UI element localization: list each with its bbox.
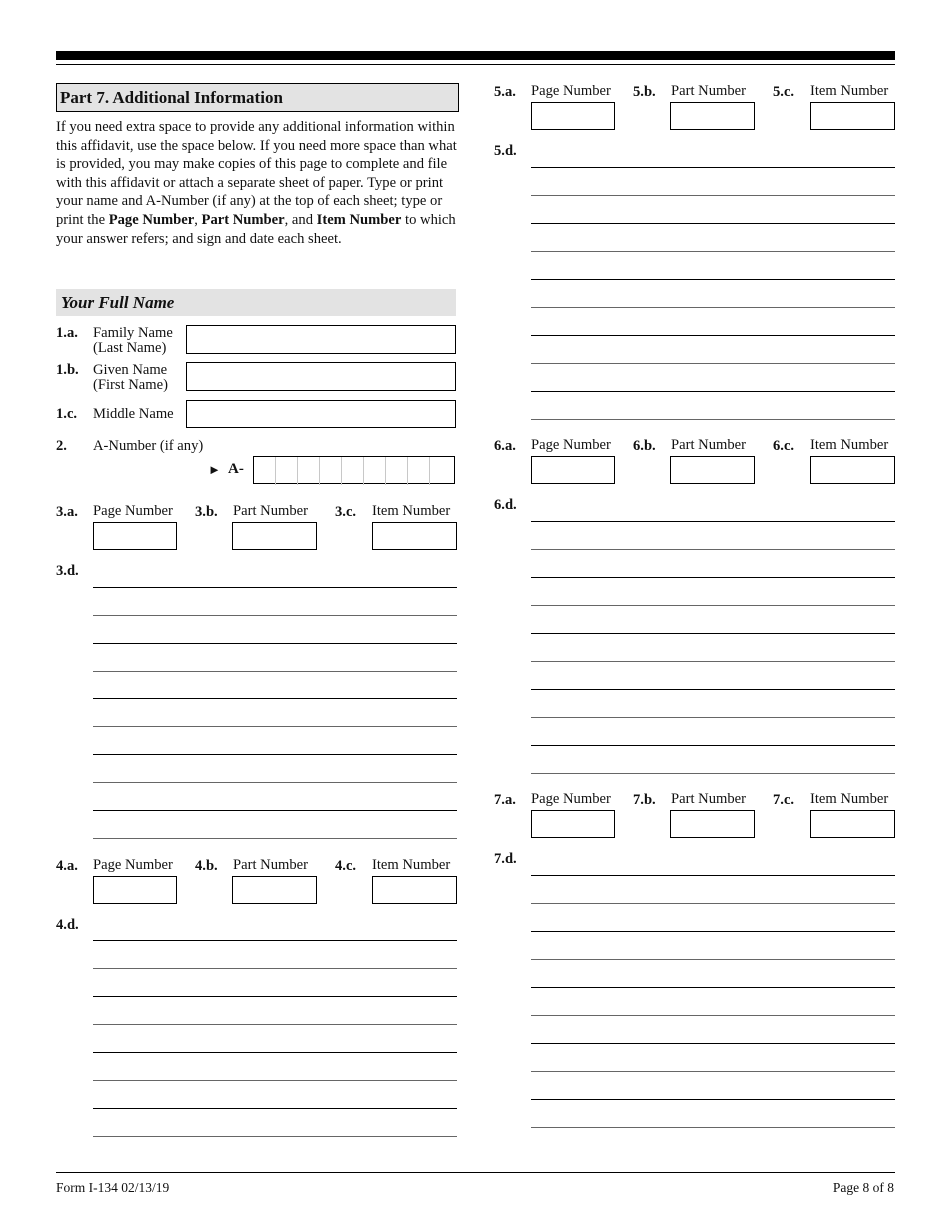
item-7d-answer-line[interactable]	[531, 959, 895, 960]
item-7d-answer-line[interactable]	[531, 875, 895, 876]
item-4a-page-number-field[interactable]	[93, 876, 177, 904]
a-number-digit	[276, 457, 298, 485]
item-4d-answer-line[interactable]	[93, 1024, 457, 1025]
item-6a-num: 6.a.	[494, 438, 516, 454]
item-7d-answer-line[interactable]	[531, 1071, 895, 1072]
item-4c-item-number-field[interactable]	[372, 876, 457, 904]
item-6d-answer-line[interactable]	[531, 661, 895, 662]
item-5d-answer-line[interactable]	[531, 167, 895, 168]
arrow-right-icon: ►	[208, 462, 221, 477]
family-name-field[interactable]	[186, 325, 456, 354]
item-5d-num: 5.d.	[494, 143, 517, 159]
item-5a-label: Page Number	[531, 83, 611, 99]
item-5d-answer-line[interactable]	[531, 307, 895, 308]
a-number-digit	[386, 457, 408, 485]
top-rule-thick	[56, 51, 895, 60]
item-5c-label: Item Number	[810, 83, 889, 99]
item-6d-answer-line[interactable]	[531, 577, 895, 578]
item-3a-page-number-field[interactable]	[93, 522, 177, 550]
item-7b-label: Part Number	[671, 791, 746, 807]
item-3c-num: 3.c.	[335, 504, 357, 520]
family-name-num: 1.a.	[56, 325, 78, 341]
item-4a-num: 4.a.	[56, 858, 78, 874]
item-3d-answer-line[interactable]	[93, 643, 457, 644]
item-3d-num: 3.d.	[56, 563, 79, 579]
intro-part-4: to which your answer refers; and sign and date each sheet.	[56, 211, 456, 247]
item-3d-answer-line[interactable]	[93, 726, 457, 727]
item-3b-part-number-field[interactable]	[232, 522, 317, 550]
intro-bold-part-number: Part Number	[201, 211, 285, 228]
footer-rule	[56, 1172, 895, 1173]
item-3c-item-number-field[interactable]	[372, 522, 457, 550]
item-4b-label: Part Number	[233, 857, 308, 873]
a-number-digit	[430, 457, 452, 485]
item-3b-label: Part Number	[233, 503, 308, 519]
middle-name-num: 1.c.	[56, 406, 78, 422]
a-number-num: 2.	[56, 438, 67, 454]
item-4c-label: Item Number	[372, 857, 451, 873]
item-4b-part-number-field[interactable]	[232, 876, 317, 904]
intro-part-2: ,	[194, 211, 202, 228]
given-name-field[interactable]	[186, 362, 456, 391]
family-name-label-line1: Family Name	[93, 325, 173, 341]
item-6d-answer-line[interactable]	[531, 605, 895, 606]
item-7c-num: 7.c.	[773, 792, 795, 808]
item-5d-answer-line[interactable]	[531, 391, 895, 392]
item-6d-answer-line[interactable]	[531, 745, 895, 746]
item-6a-label: Page Number	[531, 437, 611, 453]
item-3d-answer-line[interactable]	[93, 838, 457, 839]
item-5d-answer-line[interactable]	[531, 251, 895, 252]
item-5b-part-number-field[interactable]	[670, 102, 755, 130]
item-6c-label: Item Number	[810, 437, 889, 453]
item-7d-num: 7.d.	[494, 851, 517, 867]
item-4d-answer-line[interactable]	[93, 1052, 457, 1053]
middle-name-label: Middle Name	[93, 406, 174, 422]
item-5b-label: Part Number	[671, 83, 746, 99]
a-number-digit	[408, 457, 430, 485]
given-name-num: 1.b.	[56, 362, 79, 378]
item-5a-num: 5.a.	[494, 84, 516, 100]
item-3a-num: 3.a.	[56, 504, 78, 520]
item-7d-answer-line[interactable]	[531, 931, 895, 932]
item-4c-num: 4.c.	[335, 858, 357, 874]
item-4d-answer-line[interactable]	[93, 1108, 457, 1109]
part-title-text: Part 7. Additional Information	[60, 87, 283, 107]
item-3d-answer-line[interactable]	[93, 754, 457, 755]
item-5c-num: 5.c.	[773, 84, 795, 100]
item-4a-label: Page Number	[93, 857, 173, 873]
item-5d-answer-line[interactable]	[531, 279, 895, 280]
item-6d-answer-line[interactable]	[531, 717, 895, 718]
family-name-label	[93, 326, 173, 356]
item-3d-answer-line[interactable]	[93, 698, 457, 699]
given-name-label-line1: Given Name	[93, 362, 168, 378]
item-6d-answer-line[interactable]	[531, 689, 895, 690]
full-name-heading	[56, 289, 456, 316]
family-name-label-line2: (Last Name)	[93, 340, 167, 356]
middle-name-field[interactable]	[186, 400, 456, 428]
item-6d-answer-line[interactable]	[531, 633, 895, 634]
item-6b-num: 6.b.	[633, 438, 656, 454]
item-3d-answer-line[interactable]	[93, 587, 457, 588]
item-3b-num: 3.b.	[195, 504, 218, 520]
item-6d-num: 6.d.	[494, 497, 517, 513]
item-6c-num: 6.c.	[773, 438, 795, 454]
item-6a-page-number-field[interactable]	[531, 456, 615, 484]
item-6d-answer-line[interactable]	[531, 549, 895, 550]
item-4d-answer-line[interactable]	[93, 968, 457, 969]
item-4d-num: 4.d.	[56, 917, 79, 933]
item-5b-num: 5.b.	[633, 84, 656, 100]
footer-page-number: Page 8 of 8	[832, 1180, 894, 1195]
item-3d-answer-line[interactable]	[93, 810, 457, 811]
intro-bold-item-number: Item Number	[316, 211, 402, 228]
item-5d-answer-line[interactable]	[531, 419, 895, 420]
item-7b-num: 7.b.	[633, 792, 656, 808]
a-number-digit	[320, 457, 342, 485]
item-4d-answer-line[interactable]	[93, 996, 457, 997]
item-6b-part-number-field[interactable]	[670, 456, 755, 484]
item-4b-num: 4.b.	[195, 858, 218, 874]
item-7a-label: Page Number	[531, 791, 611, 807]
item-5d-answer-line[interactable]	[531, 335, 895, 336]
item-7d-answer-line[interactable]	[531, 903, 895, 904]
item-3d-answer-line[interactable]	[93, 671, 457, 672]
item-5a-page-number-field[interactable]	[531, 102, 615, 130]
a-number-digit	[298, 457, 320, 485]
item-3d-answer-line[interactable]	[93, 782, 457, 783]
item-7d-answer-line[interactable]	[531, 1127, 895, 1128]
intro-part-1: If you need extra space to provide any additional information within this affidavit, use the space below. If you need more space than what is provided, you may make copies of this page to complete and file with this affidavit or attach a separate sheet of paper. Type or print your name and A-Number (if any) at the top of each sheet; type or print the	[56, 119, 457, 228]
a-number-prefix: A-	[228, 461, 244, 477]
item-7d-answer-line[interactable]	[531, 1043, 895, 1044]
top-rule-thin	[56, 64, 895, 65]
item-7a-page-number-field[interactable]	[531, 810, 615, 838]
item-6d-answer-line[interactable]	[531, 521, 895, 522]
part-title	[56, 83, 459, 112]
a-number-field[interactable]	[253, 456, 455, 484]
item-3c-label: Item Number	[372, 503, 451, 519]
item-4d-answer-line[interactable]	[93, 940, 457, 941]
item-7b-part-number-field[interactable]	[670, 810, 755, 838]
a-number-digit	[254, 457, 276, 485]
item-7d-answer-line[interactable]	[531, 1015, 895, 1016]
item-7c-label: Item Number	[810, 791, 889, 807]
item-7d-answer-line[interactable]	[531, 987, 895, 988]
given-name-label	[93, 363, 168, 393]
item-4d-answer-line[interactable]	[93, 1080, 457, 1081]
item-4d-answer-line[interactable]	[93, 1136, 457, 1137]
intro-text	[56, 118, 458, 248]
a-number-label: A-Number (if any)	[93, 438, 204, 454]
intro-bold-page-number: Page Number	[108, 211, 195, 228]
item-5d-answer-line[interactable]	[531, 363, 895, 364]
footer-form-id: Form I-134 02/13/19	[56, 1180, 170, 1195]
given-name-label-line2: (First Name)	[93, 377, 168, 393]
a-number-digit	[342, 457, 364, 485]
item-3d-answer-line[interactable]	[93, 615, 457, 616]
a-number-digit	[364, 457, 386, 485]
intro-part-3: , and	[284, 211, 317, 228]
item-6c-item-number-field[interactable]	[810, 456, 895, 484]
item-7d-answer-line[interactable]	[531, 1099, 895, 1100]
item-3a-label: Page Number	[93, 503, 173, 519]
item-7a-num: 7.a.	[494, 792, 516, 808]
item-5d-answer-line[interactable]	[531, 223, 895, 224]
item-5d-answer-line[interactable]	[531, 195, 895, 196]
full-name-heading-text: Your Full Name	[61, 292, 175, 312]
item-6d-answer-line[interactable]	[531, 773, 895, 774]
item-5c-item-number-field[interactable]	[810, 102, 895, 130]
item-6b-label: Part Number	[671, 437, 746, 453]
item-7c-item-number-field[interactable]	[810, 810, 895, 838]
